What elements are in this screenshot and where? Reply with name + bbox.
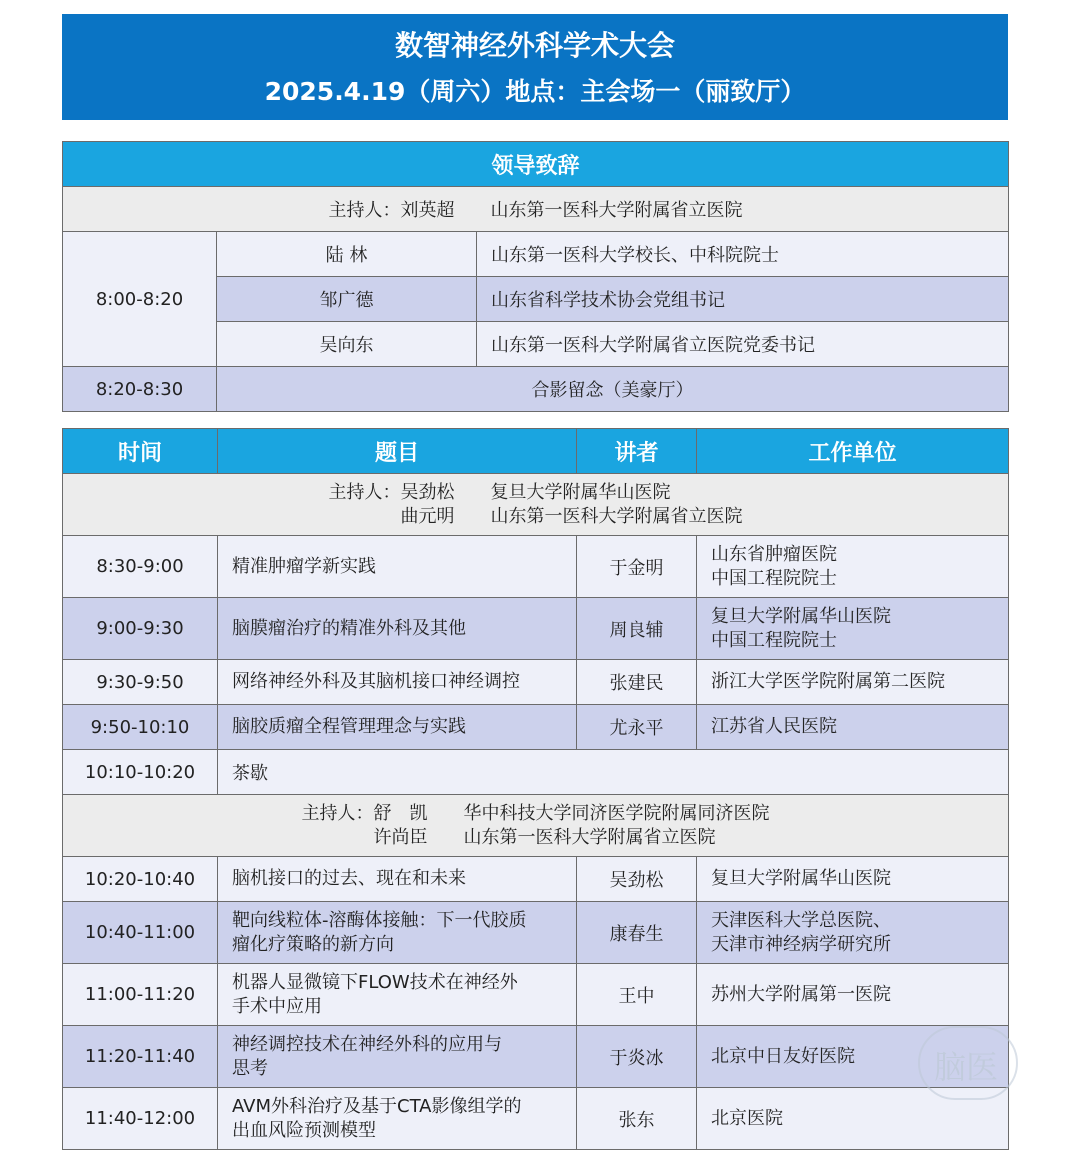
table-row [63,964,1009,1026]
talk-unit: 浙江大学医学院附属第二医院 [697,660,1009,705]
opening-table [62,141,1009,412]
talk-unit: 北京中日友好医院 [697,1026,1009,1088]
table-row [63,660,1009,705]
talk-time: 11:40-12:00 [63,1088,218,1150]
leader-title: 山东省科学技术协会党组书记 [477,277,1009,322]
table-row [63,705,1009,750]
talk-time: 10:20-10:40 [63,857,218,902]
talk-topic: 脑膜瘤治疗的精准外科及其他 [218,598,577,660]
photo-session: 合影留念（美豪厅） [217,367,1009,412]
talk-speaker: 康春生 [577,902,697,964]
schedule-table [62,428,1009,1150]
photo-time: 8:20-8:30 [63,367,217,412]
leader-name: 陆 林 [217,232,477,277]
table-row [63,857,1009,902]
break-time: 10:10-10:20 [63,750,218,795]
talk-speaker: 张东 [577,1088,697,1150]
talk-unit: 江苏省人民医院 [697,705,1009,750]
talk-unit: 复旦大学附属华山医院 [697,857,1009,902]
watermark-logo: 脑医 [918,1026,1018,1100]
opening-host: 主持人：刘英超 山东第一医科大学附属省立医院 [63,187,1009,232]
opening-time: 8:00-8:20 [63,232,217,367]
table-row [63,598,1009,660]
talk-time: 9:30-9:50 [63,660,218,705]
talk-topic: 机器人显微镜下FLOW技术在神经外 手术中应用 [218,964,577,1026]
leader-name: 邹广德 [217,277,477,322]
talk-speaker: 于炎冰 [577,1026,697,1088]
header-speaker: 讲者 [577,429,697,474]
leader-name: 吴向东 [217,322,477,367]
program-page [62,14,1008,1150]
leader-title: 山东第一医科大学校长、中科院院士 [477,232,1009,277]
talk-topic: AVM外科治疗及基于CTA影像组学的 出血风险预测模型 [218,1088,577,1150]
talk-unit: 天津医科大学总医院、 天津市神经病学研究所 [697,902,1009,964]
title-banner [62,14,1008,120]
table-row [63,1088,1009,1150]
talk-unit: 复旦大学附属华山医院 中国工程院院士 [697,598,1009,660]
conference-date-venue: 2025.4.19（周六）地点：主会场一（丽致厅） [264,77,806,106]
talk-topic: 靶向线粒体-溶酶体接触：下一代胶质 瘤化疗策略的新方向 [218,902,577,964]
table-row [63,536,1009,598]
table-row [63,1026,1009,1088]
talk-time: 9:50-10:10 [63,705,218,750]
talk-time: 9:00-9:30 [63,598,218,660]
talk-unit: 苏州大学附属第一医院 [697,964,1009,1026]
talk-topic: 脑胶质瘤全程管理理念与实践 [218,705,577,750]
table-row [63,902,1009,964]
leader-title: 山东第一医科大学附属省立医院党委书记 [477,322,1009,367]
header-time: 时间 [63,429,218,474]
header-topic: 题目 [218,429,577,474]
talk-unit: 山东省肿瘤医院 中国工程院院士 [697,536,1009,598]
talk-unit: 北京医院 [697,1088,1009,1150]
talk-time: 10:40-11:00 [63,902,218,964]
break-label: 茶歇 [218,750,1009,795]
host-line: 主持人：吴劲松 复旦大学附属华山医院 [328,481,671,503]
header-unit: 工作单位 [697,429,1009,474]
talk-speaker: 吴劲松 [577,857,697,902]
talk-speaker: 于金明 [577,536,697,598]
talk-speaker: 尤永平 [577,705,697,750]
talk-speaker: 周良辅 [577,598,697,660]
talk-time: 11:00-11:20 [63,964,218,1026]
opening-section-title: 领导致辞 [63,142,1009,187]
talk-time: 8:30-9:00 [63,536,218,598]
session2-hosts [63,795,1009,857]
session1-hosts [63,474,1009,536]
talk-topic: 神经调控技术在神经外科的应用与 思考 [218,1026,577,1088]
conference-title: 数智神经外科学术大会 [394,29,675,62]
talk-topic: 精准肿瘤学新实践 [218,536,577,598]
host-line: 主持人：舒 凯 华中科技大学同济医学院附属同济医院 [301,802,770,824]
talk-time: 11:20-11:40 [63,1026,218,1088]
host-line: 曲元明 山东第一医科大学附属省立医院 [328,505,743,527]
talk-topic: 网络神经外科及其脑机接口神经调控 [218,660,577,705]
talk-speaker: 张建民 [577,660,697,705]
table-row [63,750,1009,795]
talk-speaker: 王中 [577,964,697,1026]
host-line: 许尚臣 山东第一医科大学附属省立医院 [301,826,716,848]
talk-topic: 脑机接口的过去、现在和未来 [218,857,577,902]
